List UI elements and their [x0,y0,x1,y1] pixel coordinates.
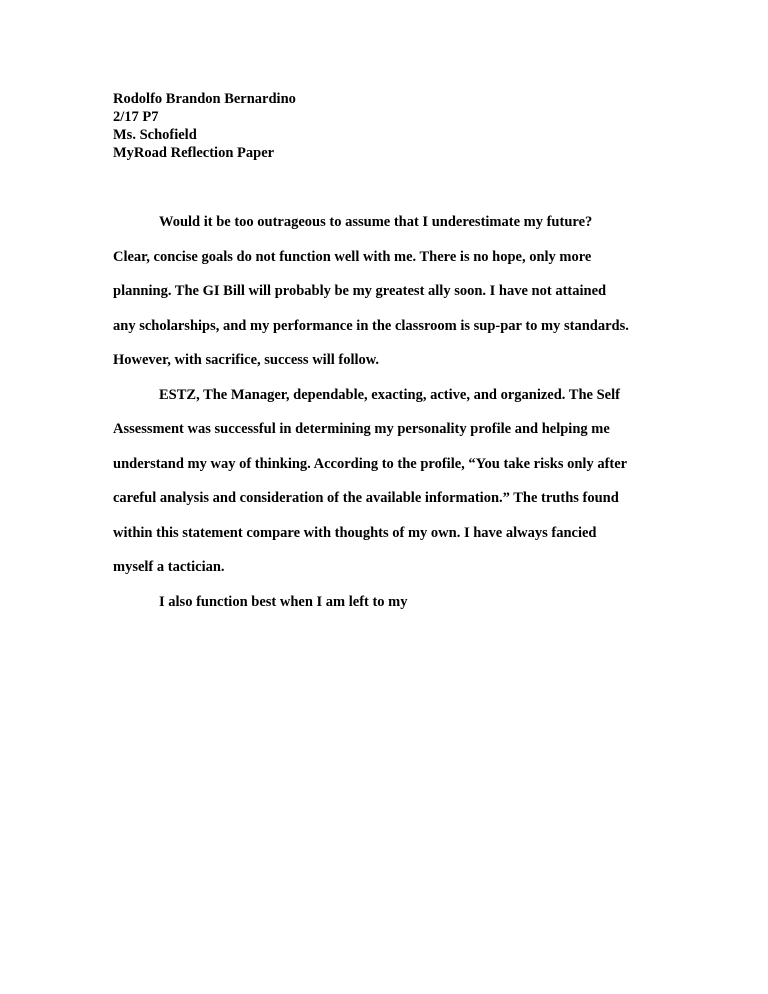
body-text-line: Clear, concise goals do not function well with me. There is no hope, only more [113,248,592,265]
body-text-line: any scholarships, and my performance in the classroom is sup-par to my standards. [113,317,629,334]
body-text-line: Would it be too outrageous to assume that I underestimate my future? [159,214,593,230]
body-text-line: myself a tactician. [113,559,225,575]
date-period: 2/17 P7 [113,109,159,125]
body-text-line: However, with sacrifice, success will follow. [113,352,380,368]
body-text-line: understand my way of thinking. According to the profile, “You take risks only after [113,455,628,472]
document-body [113,205,673,619]
author-name: Rodolfo Brandon Bernardino [113,91,296,107]
body-text-line: Assessment was successful in determining my personality profile and helping me [113,421,610,437]
body-text-line: ESTZ, The Manager, dependable, exacting, active, and organized. The Self [159,386,620,403]
teacher-name: Ms. Schofield [113,127,197,143]
paper-title: MyRoad Reflection Paper [113,145,275,161]
body-text-line: careful analysis and consideration of the available information.” The truths found [113,490,619,506]
body-text-line: I also function best when I am left to my [159,593,408,610]
body-text-line: within this statement compare with thoughts of my own. I have always fancied [113,524,597,541]
document-header [113,90,673,162]
body-text-line: planning. The GI Bill will probably be my greatest ally soon. I have not attained [113,283,607,299]
